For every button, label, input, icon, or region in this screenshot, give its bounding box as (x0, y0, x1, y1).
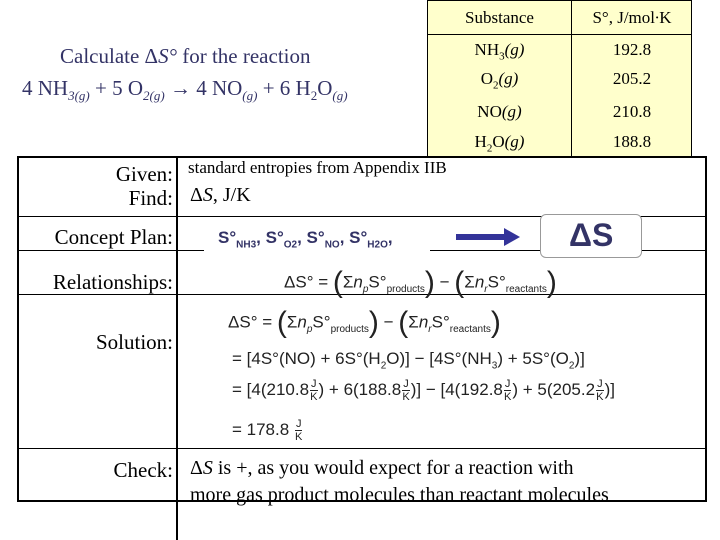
find-text: ΔS, J/K (190, 184, 251, 206)
concept-plan-inputs: $S^\circ_{NH3}$, $S^\circ_{O2}$, $S^\circ_{NO}$, $S^\circ_{H2O}$, (218, 228, 393, 251)
concept-plan-arrow-icon (456, 228, 520, 246)
table-row-value: 210.8 (612, 102, 652, 121)
reaction-equation: 4 $NH_{3(g)} + 5$ $O_{2(g)} \to 4$ $NO_{(g)} + 6$ $H_2O_{(g)}$ (22, 76, 348, 104)
table-row-value: 205.2 (612, 69, 652, 88)
table-row-substance: $NH_3(g)$ (474, 40, 525, 63)
label-given: Given: (115, 162, 173, 186)
given-text: standard entropies from Appendix IIB (188, 158, 447, 177)
table-header-substance: Substance (465, 8, 534, 27)
table-header-entropy: S°, J/mol∙K (592, 8, 672, 27)
table-row-value: 192.8 (612, 40, 652, 59)
label-concept-plan: Concept Plan: (54, 225, 173, 249)
problem-title: Calculate ΔS° for the reaction (60, 44, 311, 68)
table-row-value: 188.8 (612, 132, 652, 151)
check-text-line-1: ΔS is +, as you would expect for a reaction with (190, 457, 574, 479)
table-row-substance: $H_2O(g)$ (474, 132, 525, 155)
concept-plan-output: ΔS (569, 217, 614, 253)
label-check: Check: (113, 458, 173, 482)
entropy-table (427, 0, 692, 157)
table-row-substance: $O_2(g)$ (480, 69, 519, 92)
table-row-substance: NO(g) (477, 102, 522, 121)
check-text-line-2: more gas product molecules than reactant molecules (190, 484, 609, 506)
delta-symbol: Δ (144, 44, 159, 68)
solution-line-2: = $[4S^\circ(NO) + 6S^\circ(H_2O)] - [4S^\circ(NH_3) + 5S^\circ(O_2)]$ (232, 349, 585, 372)
label-find: Find: (128, 186, 173, 210)
solution-result: = 178.8 $\frac{J}{K}$ (232, 418, 303, 443)
solution-line-1: $\Delta S^\circ = (\Sigma n_pS^\circ_{products}) - (\Sigma n_rS^\circ_{reactants})$ (228, 306, 501, 339)
label-solution: Solution: (95, 330, 173, 354)
label-relationships: Relationships: (52, 270, 173, 294)
reaction-arrow: → (164, 76, 197, 100)
column-divider (176, 156, 178, 540)
relationship-formula: $\Delta S^\circ = (\Sigma n_pS^\circ_{products}) - (\Sigma n_rS^\circ_{reactants})$ (284, 266, 557, 299)
solution-line-3: = [4(210.8 $\frac{J}{K}$ ) + 6(188.8 $\frac{J}{K}$ )] − [4(192.8 $\frac{J}{K}$ ) + 5(205.2 $\frac{J}{K}$ )] (232, 378, 615, 403)
